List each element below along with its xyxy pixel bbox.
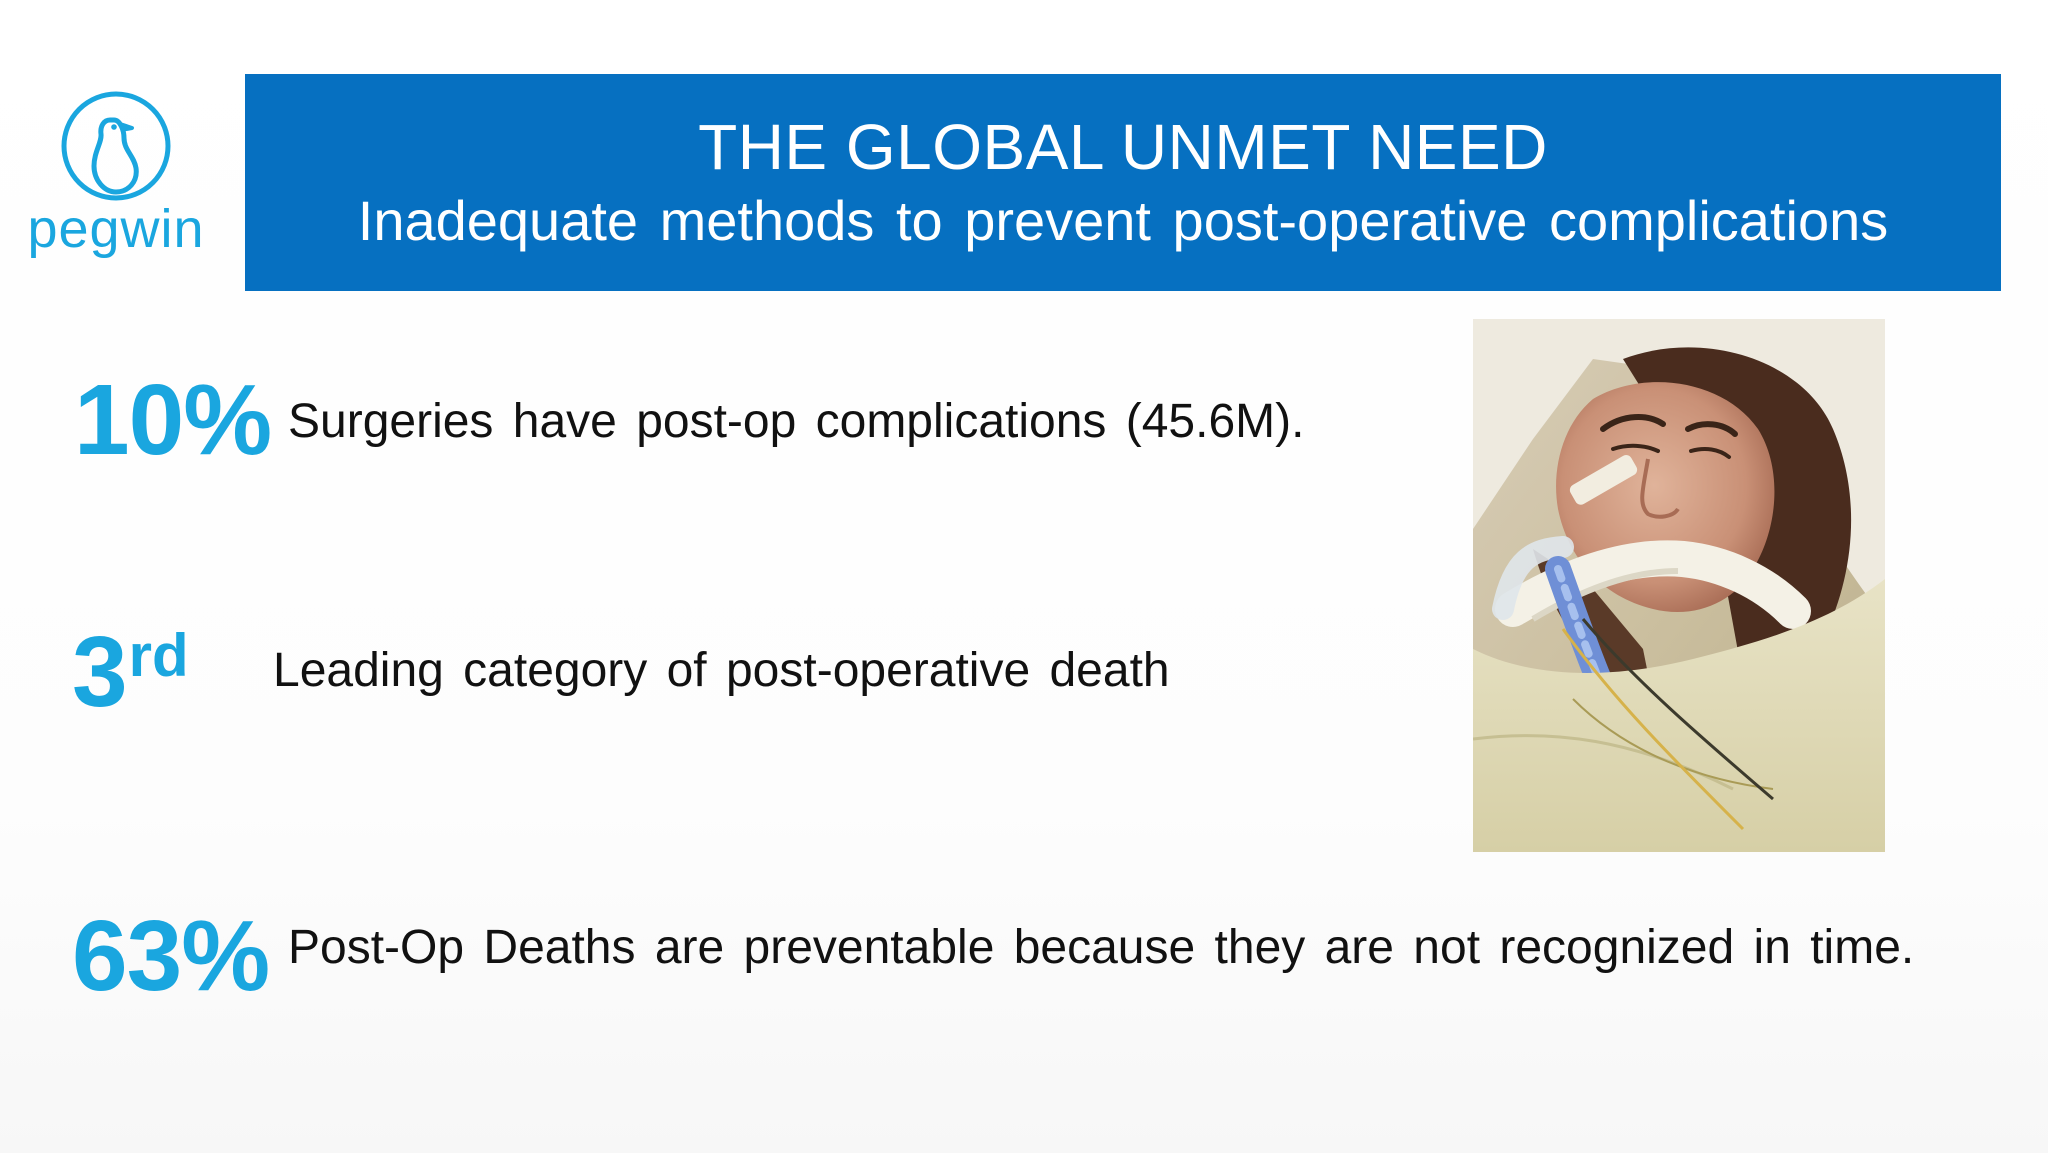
stat-text-3: Post-Op Deaths are preventable because they are not recognized in time.	[288, 921, 1915, 974]
stat-suffix: rd	[128, 622, 189, 689]
pegwin-logo	[16, 86, 216, 266]
stat-text-1: Surgeries have post-op complications (45.6M).	[288, 395, 1305, 448]
page-title: THE GLOBAL UNMET NEED	[698, 111, 1548, 183]
stat-number: 3	[72, 616, 127, 728]
stat-value-3	[72, 900, 270, 1012]
logo-wordmark: pegwin	[27, 199, 205, 259]
patient-photo	[1473, 319, 1885, 852]
header-banner	[245, 74, 2001, 291]
penguin-logo-icon	[58, 90, 174, 210]
stat-value-1	[74, 364, 272, 476]
stat-value-2	[72, 616, 189, 728]
stat-number: 10%	[74, 364, 272, 476]
page-subtitle: Inadequate methods to prevent post-operative complications	[357, 189, 1889, 252]
intubated-patient-photo	[1473, 319, 1885, 852]
stat-number: 63%	[72, 900, 270, 1012]
stat-text-2: Leading category of post-operative death	[273, 644, 1170, 697]
